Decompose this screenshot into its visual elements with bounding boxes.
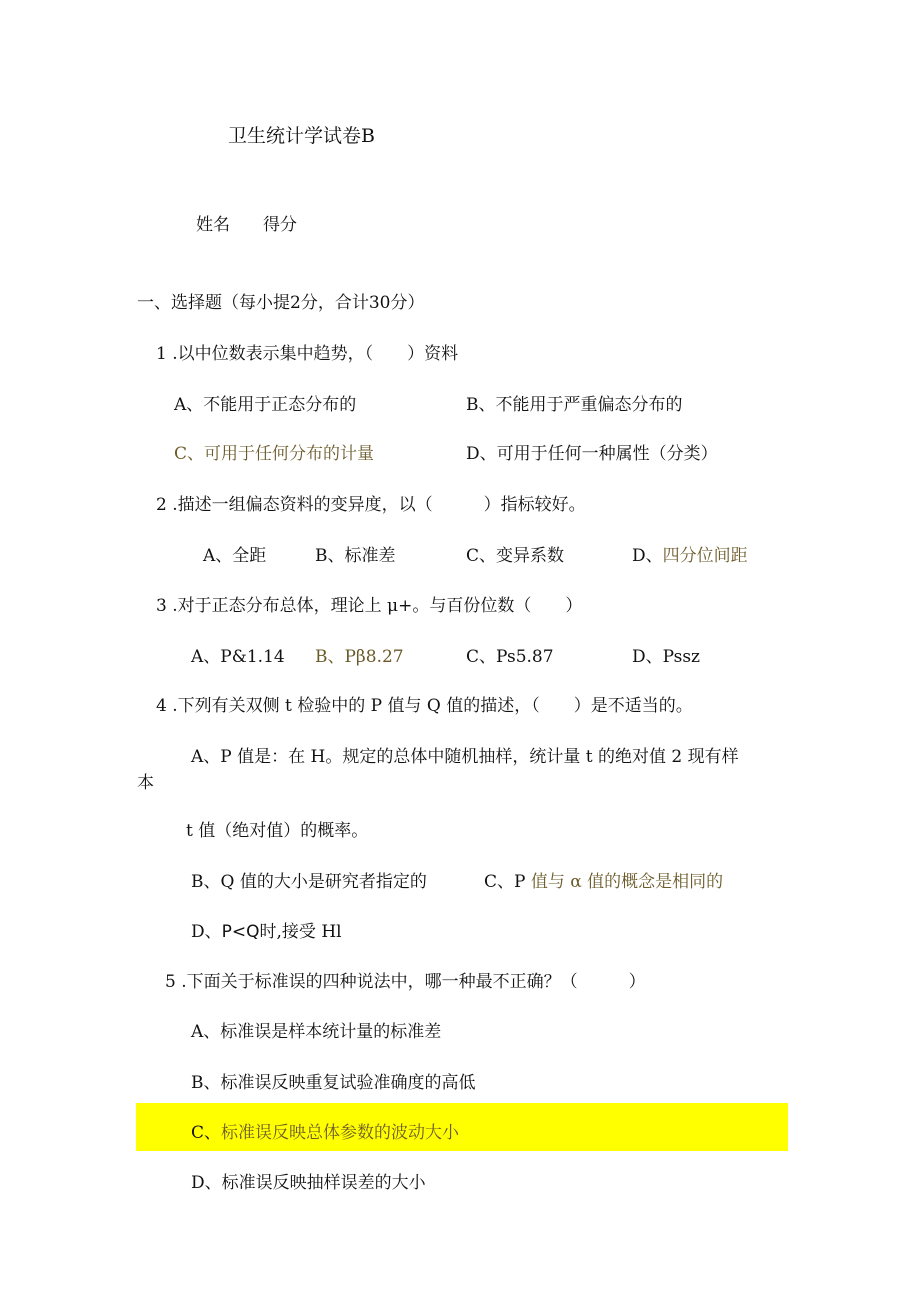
q4-option-a-line2: 本: [137, 773, 154, 793]
q4-option-b: B、Q 值的大小是研究者指定的: [191, 872, 427, 892]
question-2-stem: 2 .描述一组偏态资料的变异度，以（ ）指标较好。: [156, 495, 586, 515]
q2-option-d-prefix: D、: [632, 546, 663, 566]
q4-option-c-prefix: C、P: [484, 872, 526, 892]
q3-option-b: B、Pβ8.27: [315, 647, 404, 667]
q5-option-c-prefix: C、: [191, 1123, 222, 1143]
q2-option-d-text: 四分位间距: [662, 546, 748, 566]
q3-option-d: D、Pssz: [632, 647, 701, 667]
q5-option-d: D、标准误反映抽样误差的大小: [191, 1173, 426, 1193]
q3-option-c: C、Ps5.87: [466, 647, 554, 667]
q4-option-c: [484, 870, 723, 894]
q5-option-c: [191, 1121, 459, 1145]
q5-option-b: B、标准误反映重复试验准确度的高低: [191, 1073, 476, 1093]
question-4-stem: 4 .下列有关双侧 t 检验中的 P 值与 Q 值的描述，（ ）是不适当的。: [156, 696, 693, 716]
score-label: 得分: [263, 215, 297, 235]
question-5-stem: 5 .下面关于标准误的四种说法中，哪一种最不正确？（ ）: [165, 972, 646, 992]
q5-option-c-text: 标准误反映总体参数的波动大小: [221, 1123, 460, 1143]
q1-option-d: D、可用于任何一种属性（分类）: [466, 444, 718, 464]
exam-title: 卫生统计学试卷B: [228, 125, 375, 147]
q4-option-d: [191, 920, 342, 944]
q2-option-d: [632, 544, 748, 568]
q4-option-d-condition: P<Q: [221, 922, 260, 942]
q4-option-c-text: 值与 α 值的概念是相同的: [525, 872, 724, 892]
q1-option-c: C、可用于任何分布的计量: [174, 444, 375, 464]
q4-option-a-line3: t 值（绝对值）的概率。: [186, 821, 369, 841]
question-1-stem: 1 .以中位数表示集中趋势，（ ）资料: [156, 344, 459, 364]
section-heading: 一、选择题（每小提2分，合计30分）: [137, 293, 425, 313]
name-label: 姓名: [196, 215, 230, 235]
q4-option-a-line1: A、P 值是：在 H。规定的总体中随机抽样，统计量 t 的绝对值 2 现有样: [191, 747, 739, 767]
q1-option-a: A、不能用于正态分布的: [174, 395, 357, 415]
q4-option-d-suffix: 时,接受 Hl: [259, 922, 342, 942]
q1-option-b: B、不能用于严重偏态分布的: [466, 395, 683, 415]
q2-option-a: A、全距: [203, 546, 267, 566]
question-3-stem: 3 .对于正态分布总体，理论上 μ+。与百份位数（ ）: [156, 596, 583, 616]
q2-option-b: B、标准差: [315, 546, 396, 566]
q2-option-c: C、变异系数: [466, 546, 565, 566]
q3-option-a: A、P&1.14: [191, 647, 285, 667]
q5-option-a: A、标准误是样本统计量的标准差: [191, 1022, 442, 1042]
q4-option-d-prefix: D、: [191, 922, 222, 942]
